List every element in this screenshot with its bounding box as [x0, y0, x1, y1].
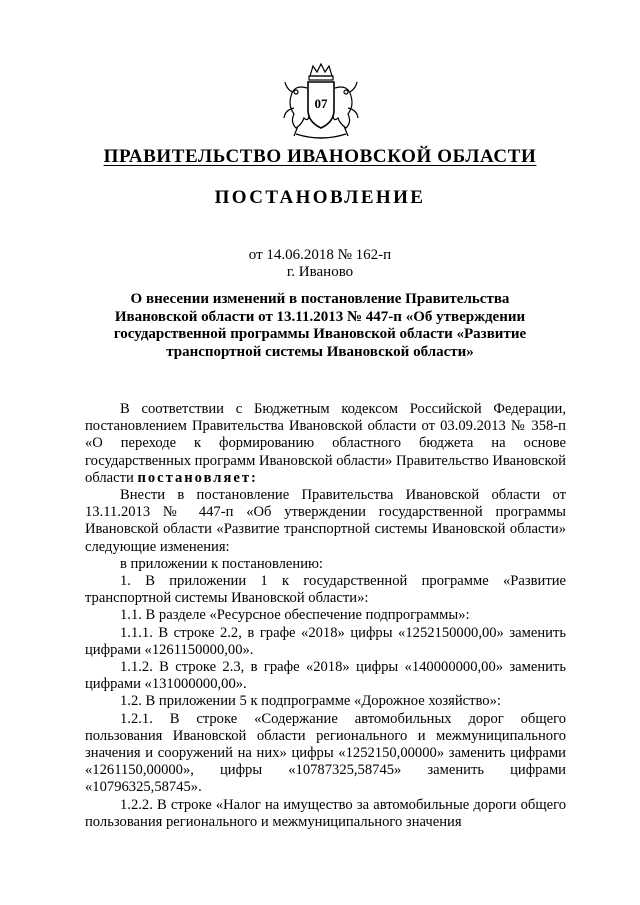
government-title: ПРАВИТЕЛЬСТВО ИВАНОВСКОЙ ОБЛАСТИ [103, 146, 537, 167]
document-subject [100, 291, 540, 361]
subject-line: О внесении изменений в постановление Правительства [130, 291, 510, 307]
paragraph: в приложении к постановлению: [120, 555, 323, 572]
paragraph: В соответствии с Бюджетным кодексом Российской Федерации, постановлением Правительства Ивановской области от 03.09.2013 № 358-п «О переходе к формированию областного бюджета на основе государственных программ Ивановской области» Правительство Ивановской области постановляет: [85, 401, 566, 486]
subject-line: государственной программы Ивановской области «Развитие [113, 326, 527, 342]
paragraph: 1.1.2. В строке 2.3, в графе «2018» цифры «140000000,00» заменить цифрами «131000000,00». [85, 659, 566, 693]
document-type: ПОСТАНОВЛЕНИЕ [214, 187, 426, 208]
paragraph: 1.2.1. В строке «Содержание автомобильных дорог общего пользования Ивановской области регионального и межмуниципального значения и сооружений на них» цифры «1252150,00000» заменить цифрами «1261150,00000», цифры «10787325,58745» заменить цифрами «10796325,58745». [85, 710, 566, 796]
document-body [85, 401, 566, 831]
paragraph: 1.1.1. В строке 2.2, в графе «2018» цифры «1252150000,00» заменить цифрами «1261150000,00». [85, 624, 566, 658]
subject-line: Ивановской области от 13.11.2013 № 447-п «Об утверждении [114, 308, 526, 325]
paragraph: 1.2. В приложении 5 к подпрограмме «Дорожное хозяйство»: [120, 693, 501, 710]
subject-line: транспортной системы Ивановской области» [166, 343, 474, 360]
city: г. Иваново [286, 264, 354, 280]
paragraph: 1. В приложении 1 к государственной программе «Развитие транспортной системы Ивановской области»: [85, 573, 566, 607]
date-number: от 14.06.2018 № 162-п [248, 247, 392, 263]
paragraph: 1.2.2. В строке «Налог на имущество за автомобильные дороги общего пользования регионального и межмуниципального значения [85, 796, 566, 830]
emblem-shield-text: 07 [314, 96, 328, 111]
coat-of-arms-icon [282, 62, 360, 144]
paragraph: 1.1. В разделе «Ресурсное обеспечение подпрограммы»: [120, 607, 470, 624]
document-meta [0, 247, 640, 281]
resolves-word: постановляет: [137, 469, 258, 486]
paragraph: Внести в постановление Правительства Ивановской области от 13.11.2013 № 447-п «Об утверждении государственной программы Ивановской области «Развитие транспортной системы Ивановской области» следующие изменения: [85, 487, 566, 555]
